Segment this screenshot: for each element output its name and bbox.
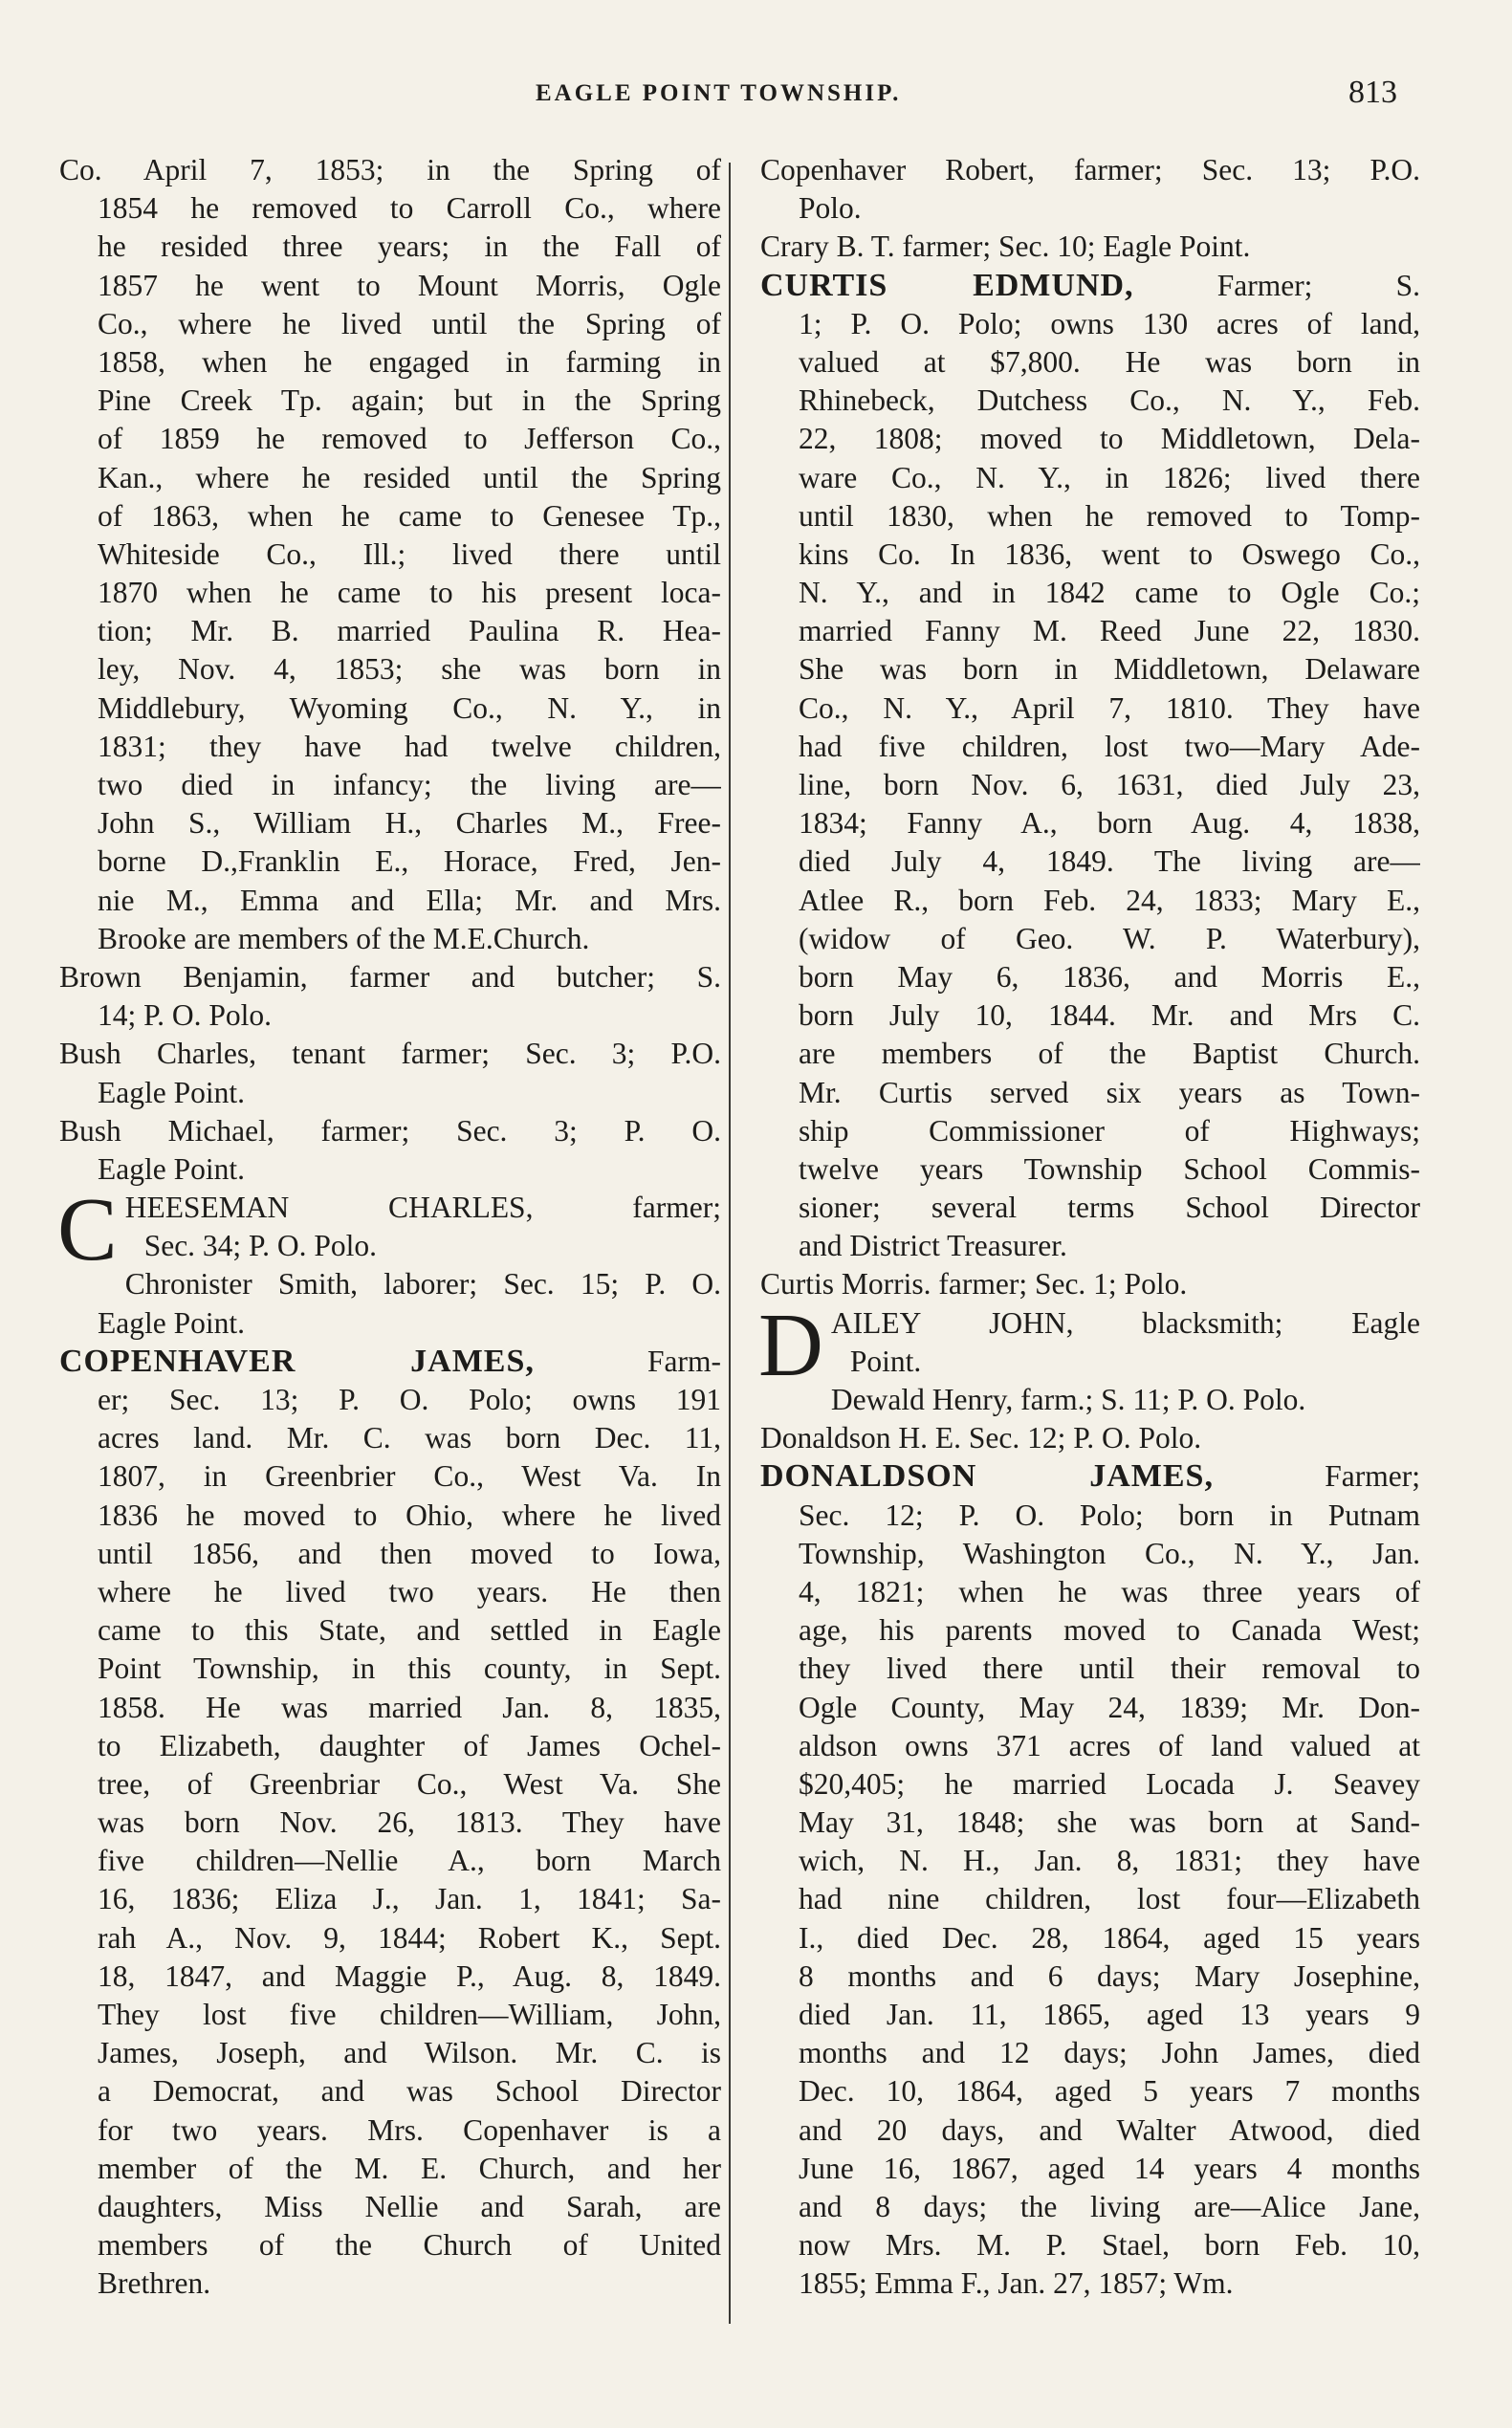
text-line: 1855; Emma F., Jan. 27, 1857; Wm. bbox=[799, 2266, 1234, 2301]
drop-cap: D bbox=[758, 1295, 823, 1395]
text-line: married Fanny M. Reed June 22, 1830. bbox=[799, 614, 1420, 648]
text-line: 1858, when he engaged in farming in bbox=[98, 344, 721, 379]
page-header bbox=[0, 75, 1512, 113]
heading-rest: Farmer; bbox=[1213, 1459, 1420, 1494]
text-line: nie M., Emma and Ella; Mr. and Mrs. bbox=[98, 883, 721, 917]
text-line: Ogle County, May 24, 1839; Mr. Don- bbox=[799, 1690, 1420, 1724]
text-line: months and 12 days; John James, died bbox=[799, 2036, 1420, 2070]
text-line: died July 4, 1849. The living are— bbox=[799, 844, 1420, 879]
entry-heading-line bbox=[760, 1457, 1420, 1496]
text-line: She was born in Middletown, Delaware bbox=[799, 652, 1420, 687]
text-line: valued at $7,800. He was born in bbox=[799, 344, 1420, 379]
text-line: age, his parents moved to Canada West; bbox=[799, 1613, 1420, 1648]
text-line: and 8 days; the living are—Alice Jane, bbox=[799, 2189, 1420, 2223]
text-line: Dewald Henry, farm.; S. 11; P. O. Polo. bbox=[830, 1383, 1306, 1416]
text-line: Co. April 7, 1853; in the Spring of bbox=[59, 153, 721, 186]
text-line: Point Township, in this county, in Sept. bbox=[98, 1651, 721, 1686]
text-line: and 20 days, and Walter Atwood, died bbox=[799, 2112, 1420, 2147]
person-name: CURTIS EDMUND, bbox=[760, 267, 1134, 303]
text-line: Bush Michael, farmer; Sec. 3; P. O. bbox=[59, 1113, 721, 1148]
text-line: 1; P. O. Polo; owns 130 acres of land, bbox=[799, 306, 1420, 340]
directory-entry bbox=[760, 1419, 1420, 1457]
text-line: member of the M. E. Church, and her bbox=[98, 2151, 721, 2185]
text-line: tree, of Greenbriar Co., West Va. She bbox=[98, 1766, 721, 1801]
text-line: Whiteside Co., Ill.; lived there until bbox=[98, 536, 721, 571]
text-line: 1870 when he came to his present loca- bbox=[98, 576, 721, 610]
text-line: (widow of Geo. W. P. Waterbury), bbox=[799, 921, 1420, 955]
text-line: 1857 he went to Mount Morris, Ogle bbox=[98, 268, 721, 302]
text-line: 18, 1847, and Maggie P., Aug. 8, 1849. bbox=[98, 1958, 721, 1993]
text-line: two died in infancy; the living are— bbox=[98, 768, 721, 801]
column-divider bbox=[729, 163, 731, 2324]
text-line: borne D.,Franklin E., Horace, Fred, Jen- bbox=[98, 844, 721, 879]
text-line: wich, N. H., Jan. 8, 1831; they have bbox=[799, 1844, 1420, 1878]
drop-cap: C bbox=[57, 1180, 118, 1280]
text-line: of 1859 he removed to Jefferson Co., bbox=[98, 422, 721, 456]
running-head: EAGLE POINT TOWNSHIP. bbox=[536, 80, 902, 106]
text-line: ware Co., N. Y., in 1826; lived there bbox=[799, 460, 1420, 494]
directory-entry bbox=[59, 958, 721, 1035]
text-line: 1834; Fanny A., born Aug. 4, 1838, bbox=[799, 806, 1420, 841]
text-line: sioner; several terms School Director bbox=[799, 1191, 1420, 1225]
text-line: Donaldson H. E. Sec. 12; P. O. Polo. bbox=[760, 1421, 1202, 1455]
text-line: he resided three years; in the Fall of bbox=[98, 230, 721, 264]
text-line: Curtis Morris. farmer; Sec. 1; Polo. bbox=[760, 1267, 1188, 1301]
text-line: came to this State, and settled in Eagle bbox=[98, 1613, 721, 1648]
text-line: for two years. Mrs. Copenhaver is a bbox=[98, 2112, 721, 2147]
text-line: Crary B. T. farmer; Sec. 10; Eagle Point. bbox=[760, 230, 1251, 264]
text-line: May 31, 1848; she was born at Sand- bbox=[799, 1805, 1420, 1840]
dropcap-text bbox=[831, 1304, 1420, 1381]
text-line: Brethren. bbox=[98, 2266, 211, 2301]
text-line: Dec. 10, 1864, aged 5 years 7 months bbox=[799, 2074, 1420, 2109]
text-line: until 1856, and then moved to Iowa, bbox=[98, 1536, 721, 1570]
text-line: They lost five children—William, John, bbox=[98, 1998, 721, 2031]
directory-entry bbox=[59, 1035, 721, 1111]
text-line: 1831; they have had twelve children, bbox=[98, 729, 721, 763]
text-line: Polo. bbox=[799, 191, 862, 226]
text-line: to Elizabeth, daughter of James Ochel- bbox=[98, 1728, 721, 1762]
text-line: Brooke are members of the M.E.Church. bbox=[98, 921, 590, 955]
directory-entry-dropcap bbox=[758, 1295, 1420, 1395]
text-line: N. Y., and in 1842 came to Ogle Co.; bbox=[799, 576, 1420, 610]
text-line: 8 months and 6 days; Mary Josephine, bbox=[799, 1958, 1420, 1993]
text-line: had nine children, lost four—Elizabeth bbox=[799, 1882, 1420, 1916]
text-line: Kan., where he resided until the Spring bbox=[98, 460, 721, 494]
text-line: Eagle Point. bbox=[98, 1305, 245, 1340]
text-line: Copenhaver Robert, farmer; Sec. 13; P.O. bbox=[760, 153, 1420, 186]
directory-entry bbox=[760, 1265, 1420, 1303]
text-line: $20,405; he married Locada J. Seavey bbox=[799, 1766, 1420, 1801]
text-line: ship Commissioner of Highways; bbox=[799, 1113, 1420, 1148]
text-line: are members of the Baptist Church. bbox=[799, 1037, 1420, 1071]
person-name: DONALDSON JAMES, bbox=[760, 1458, 1214, 1495]
text-line: er; Sec. 13; P. O. Polo; owns 191 bbox=[98, 1383, 721, 1416]
text-line: Rhinebeck, Dutchess Co., N. Y., Feb. bbox=[799, 383, 1420, 418]
text-line: AILEY JOHN, blacksmith; Eagle bbox=[830, 1305, 1420, 1340]
text-line: Eagle Point. bbox=[98, 1075, 245, 1109]
text-line: Point. bbox=[849, 1344, 922, 1378]
directory-entry bbox=[760, 151, 1420, 228]
continued-paragraph bbox=[59, 151, 721, 958]
text-line: 16, 1836; Eliza J., Jan. 1, 1841; Sa- bbox=[98, 1882, 721, 1916]
text-line: I., died Dec. 28, 1864, aged 15 years bbox=[799, 1920, 1420, 1955]
text-line: five children—Nellie A., born March bbox=[98, 1844, 721, 1878]
text-line: 22, 1808; moved to Middletown, Dela- bbox=[799, 422, 1420, 456]
text-line: ley, Nov. 4, 1853; she was born in bbox=[98, 652, 721, 687]
text-line: 1854 he removed to Carroll Co., where bbox=[98, 191, 721, 226]
text-line: Middlebury, Wyoming Co., N. Y., in bbox=[98, 690, 721, 725]
text-line: they lived there until their removal to bbox=[799, 1651, 1420, 1686]
text-line: members of the Church of United bbox=[98, 2228, 721, 2263]
text-line: was born Nov. 26, 1813. They have bbox=[98, 1805, 721, 1840]
directory-entry bbox=[59, 1265, 721, 1342]
text-line: Mr. Curtis served six years as Town- bbox=[799, 1075, 1420, 1109]
text-line: Co., N. Y., April 7, 1810. They have bbox=[799, 690, 1420, 725]
text-line: of 1863, when he came to Genesee Tp., bbox=[98, 498, 721, 533]
text-line: Sec. 12; P. O. Polo; born in Putnam bbox=[799, 1498, 1420, 1532]
text-line: line, born Nov. 6, 1631, died July 23, bbox=[799, 768, 1420, 801]
text-line: had five children, lost two—Mary Ade- bbox=[799, 729, 1420, 763]
text-line: 1807, in Greenbrier Co., West Va. In bbox=[98, 1459, 721, 1494]
text-line: James, Joseph, and Wilson. Mr. C. is bbox=[98, 2036, 721, 2070]
text-line: Bush Charles, tenant farmer; Sec. 3; P.O. bbox=[59, 1037, 721, 1071]
text-line: John S., William H., Charles M., Free- bbox=[98, 806, 721, 841]
text-line: 1836 he moved to Ohio, where he lived bbox=[98, 1498, 721, 1532]
text-line: acres land. Mr. C. was born Dec. 11, bbox=[98, 1421, 721, 1455]
text-line: Chronister Smith, laborer; Sec. 15; P. O. bbox=[124, 1267, 721, 1301]
text-line: June 16, 1867, aged 14 years 4 months bbox=[799, 2151, 1420, 2185]
left-column bbox=[59, 151, 721, 2304]
directory-entry bbox=[59, 1112, 721, 1189]
text-line: Sec. 34; P. O. Polo. bbox=[143, 1229, 377, 1263]
text-line: rah A., Nov. 9, 1844; Robert K., Sept. bbox=[98, 1920, 721, 1955]
text-line: until 1830, when he removed to Tomp- bbox=[799, 498, 1420, 533]
directory-entry bbox=[760, 228, 1420, 266]
text-line: twelve years Township School Commis- bbox=[799, 1151, 1420, 1186]
text-line: 1858. He was married Jan. 8, 1835, bbox=[98, 1690, 721, 1724]
text-line: aldson owns 371 acres of land valued at bbox=[799, 1728, 1420, 1762]
biography-entry bbox=[760, 1457, 1420, 2303]
directory-entry-dropcap bbox=[57, 1180, 721, 1280]
text-line: Eagle Point. bbox=[98, 1151, 245, 1186]
text-line: born May 6, 1836, and Morris E., bbox=[799, 959, 1420, 994]
page-number: 813 bbox=[1348, 75, 1397, 110]
text-line: Co., where he lived until the Spring of bbox=[98, 306, 721, 340]
text-line: Atlee R., born Feb. 24, 1833; Mary E., bbox=[799, 883, 1420, 917]
text-line: Township, Washington Co., N. Y., Jan. bbox=[799, 1536, 1420, 1570]
text-line: kins Co. In 1836, went to Oswego Co., bbox=[799, 536, 1420, 571]
biography-entry bbox=[760, 267, 1420, 1266]
person-name: COPENHAVER JAMES, bbox=[59, 1343, 535, 1379]
heading-rest: Farm- bbox=[534, 1344, 721, 1378]
text-line: Pine Creek Tp. again; but in the Spring bbox=[98, 383, 721, 418]
text-line: died Jan. 11, 1865, aged 13 years 9 bbox=[799, 1998, 1420, 2031]
text-line: now Mrs. M. P. Stael, born Feb. 10, bbox=[799, 2228, 1420, 2263]
entry-heading-line bbox=[760, 267, 1420, 305]
text-line: a Democrat, and was School Director bbox=[98, 2074, 721, 2109]
right-column bbox=[760, 151, 1420, 2304]
text-line: HEESEMAN CHARLES, farmer; bbox=[124, 1191, 721, 1225]
entry-heading-line bbox=[59, 1343, 721, 1381]
text-line: daughters, Miss Nellie and Sarah, are bbox=[98, 2189, 721, 2223]
biography-entry bbox=[59, 1343, 721, 2304]
text-line: 4, 1821; when he was three years of bbox=[799, 1574, 1420, 1608]
text-line: tion; Mr. B. married Paulina R. Hea- bbox=[98, 614, 721, 648]
text-line: Brown Benjamin, farmer and butcher; S. bbox=[59, 959, 721, 994]
heading-rest: Farmer; S. bbox=[1133, 268, 1420, 302]
text-line: born July 10, 1844. Mr. and Mrs C. bbox=[799, 998, 1420, 1033]
text-line: and District Treasurer. bbox=[799, 1229, 1067, 1263]
text-line: where he lived two years. He then bbox=[98, 1574, 721, 1608]
dropcap-text bbox=[125, 1189, 721, 1265]
directory-entry bbox=[760, 1381, 1420, 1419]
text-line: 14; P. O. Polo. bbox=[98, 998, 273, 1033]
